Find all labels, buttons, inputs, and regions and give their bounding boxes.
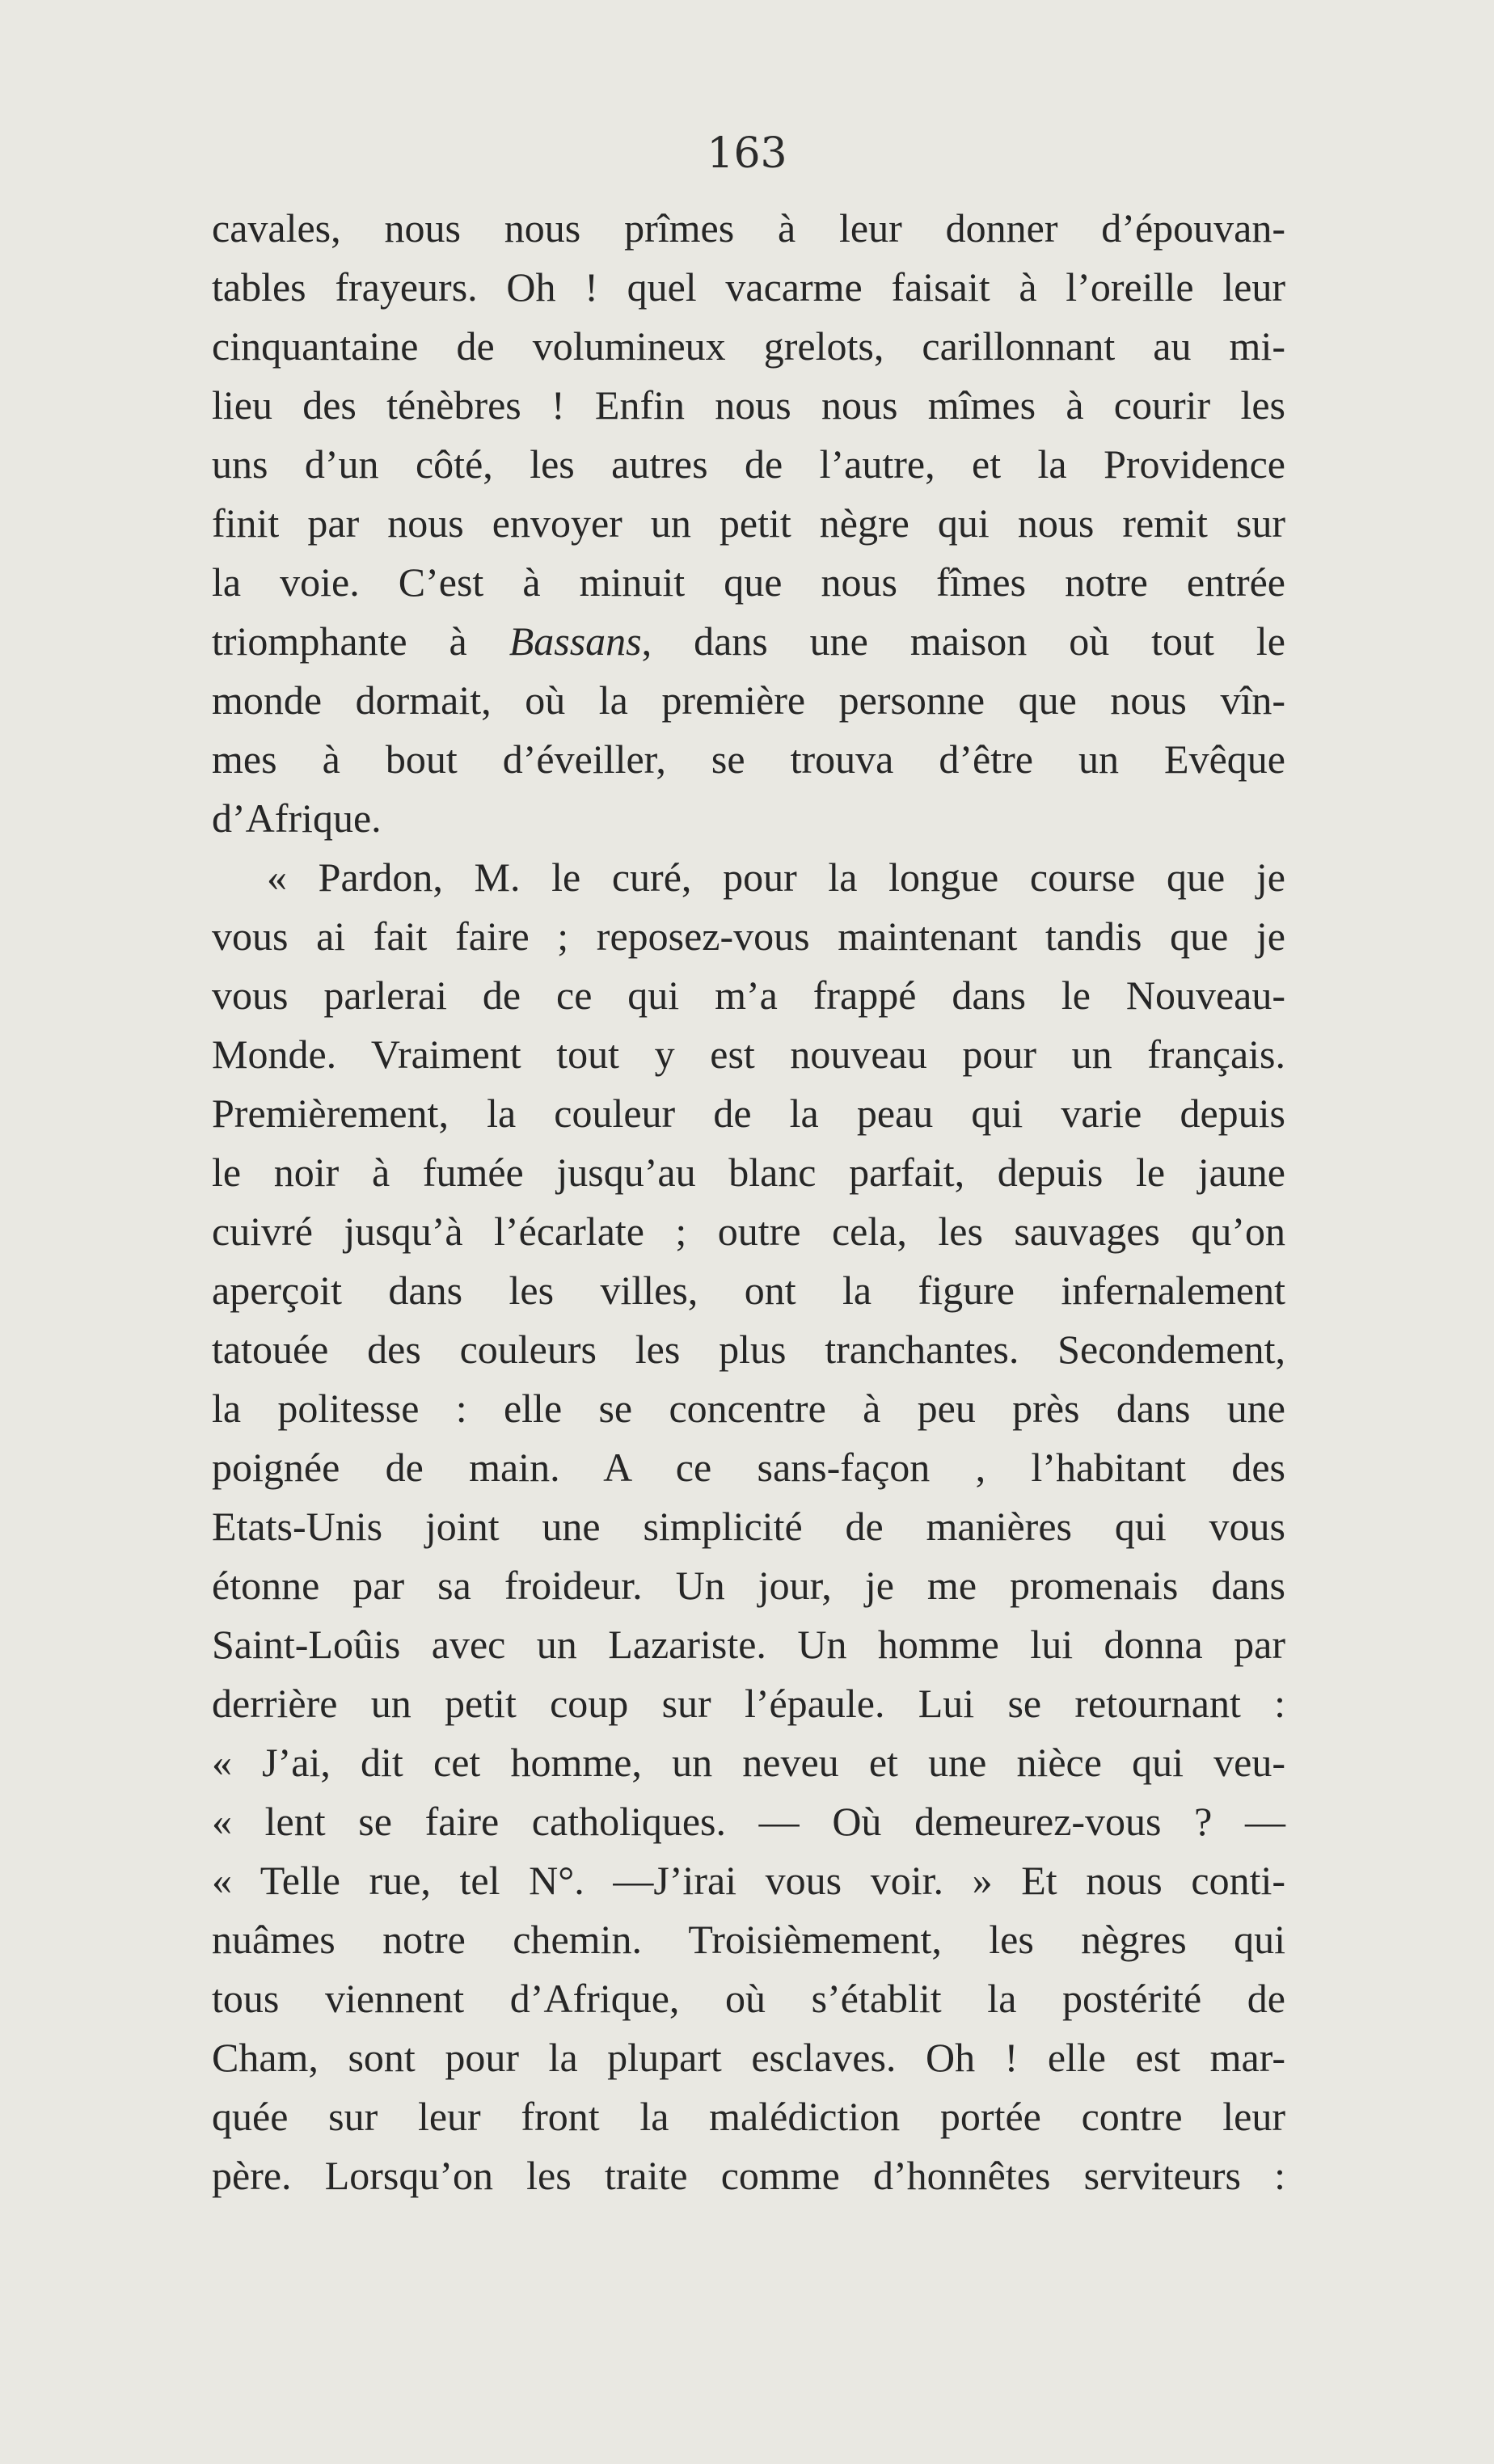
- text-line: « Pardon, M. le curé, pour la longue course que je: [267, 854, 1285, 900]
- text-line: le noir à fumée jusqu’au blanc parfait, depuis le jaune: [212, 1150, 1285, 1195]
- text-line: tables frayeurs. Oh ! quel vacarme faisait à l’oreille leur: [212, 264, 1285, 310]
- text-line: d’Afrique.: [212, 795, 382, 841]
- text-line: cuivré jusqu’à l’écarlate ; outre cela, les sauvages qu’on: [212, 1209, 1285, 1254]
- italic-place-name: Bassans: [509, 618, 642, 664]
- text-line: quée sur leur front la malédiction portée contre leur: [212, 2094, 1285, 2139]
- text-line: Saint-Loûis avec un Lazariste. Un homme lui donna par: [212, 1622, 1285, 1667]
- text-line: vous ai fait faire ; reposez-vous maintenant tandis que je: [212, 913, 1285, 959]
- text-line: « lent se faire catholiques. — Où demeurez-vous ? —: [212, 1799, 1285, 1844]
- text-line: cavales, nous nous prîmes à leur donner d’épouvan-: [212, 205, 1285, 251]
- text-line: nuâmes notre chemin. Troisièmement, les nègres qui: [212, 1917, 1285, 1962]
- text-line: étonne par sa froideur. Un jour, je me promenais dans: [212, 1563, 1285, 1608]
- text-line: la voie. C’est à minuit que nous fîmes notre entrée: [212, 559, 1285, 605]
- text-line: finit par nous envoyer un petit nègre qui nous remit sur: [212, 500, 1285, 546]
- text-line: « Telle rue, tel N°. —J’irai vous voir. » Et nous conti-: [212, 1858, 1285, 1903]
- text-line: monde dormait, où la première personne que nous vîn-: [212, 677, 1285, 723]
- body-text: [212, 199, 1285, 2205]
- text-line: vous parlerai de ce qui m’a frappé dans le Nouveau-: [212, 973, 1285, 1018]
- text-line: uns d’un côté, les autres de l’autre, et la Providence: [212, 441, 1285, 487]
- text-line: triomphante à Bassans, dans une maison où tout le: [212, 618, 1285, 664]
- text-line: derrière un petit coup sur l’épaule. Lui se retournant :: [212, 1681, 1285, 1726]
- text-line: tatouée des couleurs les plus tranchantes. Secondement,: [212, 1327, 1285, 1372]
- text-line: Etats-Unis joint une simplicité de manières qui vous: [212, 1504, 1285, 1549]
- text-line: Monde. Vraiment tout y est nouveau pour un français.: [212, 1032, 1285, 1077]
- text-line: mes à bout d’éveiller, se trouva d’être un Evêque: [212, 736, 1285, 782]
- page-number: 163: [707, 129, 787, 178]
- text-line: la politesse : elle se concentre à peu près dans une: [212, 1386, 1285, 1431]
- text-line: lieu des ténèbres ! Enfin nous nous mîmes à courir les: [212, 382, 1285, 428]
- text-line: Premièrement, la couleur de la peau qui varie depuis: [212, 1091, 1285, 1136]
- text-line: tous viennent d’Afrique, où s’établit la postérité de: [212, 1976, 1285, 2021]
- text-line: poignée de main. A ce sans-façon , l’habitant des: [212, 1445, 1285, 1490]
- text-line: cinquantaine de volumineux grelots, carillonnant au mi-: [212, 323, 1285, 369]
- text-line: père. Lorsqu’on les traite comme d’honnêtes serviteurs :: [212, 2153, 1285, 2198]
- text-line: aperçoit dans les villes, ont la figure infernalement: [212, 1268, 1285, 1313]
- text-line: Cham, sont pour la plupart esclaves. Oh ! elle est mar-: [212, 2035, 1285, 2080]
- text-line: « J’ai, dit cet homme, un neveu et une nièce qui veu-: [212, 1740, 1285, 1785]
